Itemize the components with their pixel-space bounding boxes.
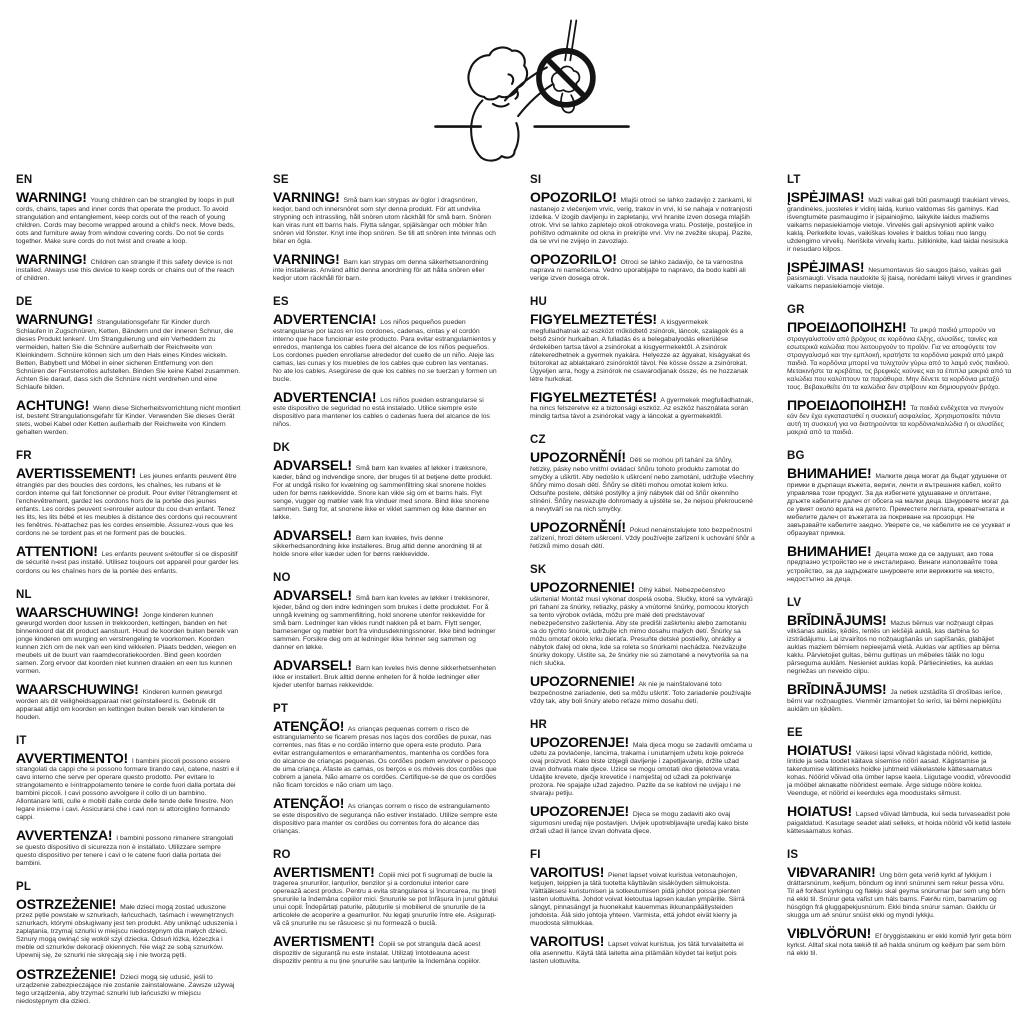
warning-heading: VARNING! bbox=[273, 189, 340, 205]
warning-heading: OPOZORILO! bbox=[530, 189, 617, 205]
warning-paragraph bbox=[530, 449, 755, 514]
language-code: GR bbox=[787, 304, 805, 317]
language-code: SE bbox=[273, 174, 289, 186]
language-block-DK bbox=[273, 442, 498, 559]
language-block-EE bbox=[787, 727, 1012, 836]
language-block-FR bbox=[16, 450, 241, 575]
language-code: SK bbox=[530, 564, 547, 577]
warning-heading: HOIATUS! bbox=[787, 803, 853, 820]
language-block-NO bbox=[273, 572, 498, 689]
warning-heading: VAROITUS! bbox=[530, 863, 605, 880]
warning-paragraph bbox=[530, 519, 755, 552]
warning-heading: WARNUNG! bbox=[16, 311, 93, 328]
warning-heading: OSTRZEŻENIE! bbox=[16, 895, 117, 912]
warning-text: Dzieci mogą się udusić, jeśli to urządzenie zabezpieczające nie zostanie zainstalowane. Zawsze używaj tego urządzenia, aby trzymać sznurki lub łańcuszki w miejscu niedostępnym dla dzieci. bbox=[16, 973, 235, 1006]
warning-heading: WAARSCHUWING! bbox=[16, 603, 139, 620]
warning-text: Strangulationsgefahr für Kinder durch Schlaufen in Zugschnüren, Ketten, Bändern und der inneren Schnur, die dieses Produkt lenken!. Um Strangulierung und ein Verheddern zu vermeiden, halten Sie die Schnüre außerhalb der Reichweite von Kleinkindern. Schnüre können sich um den Hals eines Kindes wickeln. Betten, Babybett und Möbel in einer sicheren Entfernung von den Schnüren der Fensterrollos aufstellen. Binden Sie keine Kabel zusammen. Achten Sie darauf, dass sich die Schnüre nicht verdrehen und eine Schlaufe bilden. bbox=[16, 319, 241, 391]
warning-paragraph bbox=[787, 864, 1012, 921]
warning-heading: OPOZORILO! bbox=[530, 250, 617, 267]
warning-heading: AVERTISSEMENT! bbox=[16, 465, 136, 482]
warning-heading: ATENÇÃO! bbox=[273, 717, 345, 734]
column-2 bbox=[273, 174, 498, 1019]
warning-text: Lapsed võivad lämbuda, kui seda turvaseadist pole paigaldatud. Kasutage seadet alati selleks, et hoida nöörid või ketid lastele kättesaamatus kohas. bbox=[787, 811, 1012, 835]
warning-text: Małe dzieci mogą zostać uduszone przez pętle powstałe w sznurkach, łańcuchach, taśmach i wewnętrznych sznurkach, którymi obsługiwany jest ten produkt. Aby uniknąć uduszenia i zaplątania, trzymaj sznurki w miejscu niedostępnym dla małych dzieci. Sznury mogą owinąć się wokół szyi dziecka. Odsuń łóżka, łóżeczka i meble od sznurków dekoracji okiennych. Nie wiąż ze sobą sznurków. Upewnij się, że sznurki nie skręcają się i nie tworzą pętli. bbox=[16, 903, 238, 960]
warning-heading: BRĪDINĀJUMS! bbox=[787, 611, 887, 628]
language-block-FI bbox=[530, 849, 755, 966]
language-code: ES bbox=[273, 296, 289, 309]
warning-heading: ADVARSEL! bbox=[273, 526, 352, 543]
warning-text: Djeca se mogu zadaviti ako ovaj sigurnosni uređaj nije postavljen. Uvijek upotrebljavajte uređaj kako biste držali užad ili lance izvan dohvata djece. bbox=[530, 811, 749, 835]
warning-paragraph bbox=[787, 397, 1012, 438]
warning-text: Kinderen kunnen gewurgd worden als dit veiligheidsapparaat niet geïnstalleerd is. Gebruik dit apparaat altijd om koorden en kettingen buiten bereik van kinderen te houden. bbox=[16, 689, 225, 721]
warning-text: Barn kan strypas om denna säkerhetsanordning inte installeras. Använd alltid denna anordning för att hålla snören eller kedjor utom räckhåll för barn. bbox=[273, 258, 489, 283]
warning-paragraph bbox=[273, 251, 498, 284]
warning-heading: OSTRZEŻENIE! bbox=[16, 965, 117, 982]
warning-heading: ĮSPĖJIMAS! bbox=[787, 258, 865, 275]
warning-text: Los niños pequeños pueden estrangularse por lazos en los cordones, cadenas, cintas y el cordón interno que hace funcionar este producto. Para evitar estrangulamientos y enredos, mantenga los cables fuera del alcance de los niños pequeños. Los cordones pueden enrollarse alrededor del cuello de un niño. Aleje las camas, las cunas y los muebles de los cables que cubren las ventanas. No ate los cables. Asegúrese de que los cables no se tuerzan y formen un bucle. bbox=[273, 319, 497, 383]
warning-text: Maži vaikai gali būti pasmaugti traukiant virves, grandinėles, juosteles ir vidinį laidą, kuriuo valdomas šis gaminys. Kad išvengtumėte pasmaugimo ir įsipainiojimo, laikykite laidus mažiems vaikams nepasiekiamoje vietoje. Virvelės gali apsivynioti aplink vaiko kaklą. Perkelkite lovas, vaikiškas loveles ir baldus toliau nuo langų uždengimo virvelių. Neriškite virvelių kartu. Įsitikinkite, kad laidai nesisuka ir nesudaro kilpos. bbox=[787, 197, 1010, 253]
warning-paragraph bbox=[273, 718, 498, 791]
warning-text: Dlhý kábel. Nebezpečenstvo uškrtenia! Montáž musí vykonať dospelá osoba. Slučky, ktoré sa vytvárajú pri ťahaní za šnúrky, retiazky, pásky a vnútorné šnúrky, pomocou ktorých sa tento výrobok ovláda, môžu pre malé deti predstavovať nebezpečenstvo zaškrtenia. Aby ste predišli zaškrteniu alebo zamotaniu sa do týchto šnúrok, udržujte ich mimo dosahu malých detí. Šnúrky sa môžu omotať okolo krku dieťaťa. Presuňte detské postieľky, ohrádky a nábytok ďalej od okna, kde sa roleta so šnúrkami nachádza. Nezväzujte šnúrky dokopy. Uistite sa, že šnúrky nie sú zamotané a nevytvorila sa na nich slučka. bbox=[530, 587, 753, 668]
language-block-LV bbox=[787, 597, 1012, 714]
language-block-IT bbox=[16, 735, 241, 868]
language-code: PL bbox=[16, 880, 32, 893]
warning-paragraph bbox=[530, 311, 755, 384]
language-code: HU bbox=[530, 296, 548, 309]
warning-text: Väikesi lapsi võivad kägistada nöörid, kettide, lintide ja seda toodet käitava sisemise nööri aasad. Kägistamise ja takerdumise vältimiseks hoidke juhtmeid väikelastele kättesaamatus kohas. Nöörid võivad olla ümber lapse kaela. Liigutage voodid, võrevoodid ja mööbel aknakatte nööridest eemale. Ärge siduge nööre kokku. Veenduge, et nöörid ei keerduks ega moodustaks silmust. bbox=[787, 749, 1011, 798]
warning-text: Малките деца могат да бъдат удушени от примки в дърпащи въжета, вериги, ленти и вътрешния кабел, който управлява този продукт. За да избегнете удушаване и оплитане, дръжте кабелите далеч от обсега на малки деца. Шнуровете могат да се увият около врата на детето. Преместете леглата, креватчетата и мебелите далеч от въжетата за покриване на прозорци. Не завързвайте кабелите заедно. Уверете се, че кабелите не се усукват и образуват примка. bbox=[787, 473, 1011, 537]
warning-text: Les enfants peuvent s›étouffer si ce dispositif de sécurité n›est pas installé. Utilisez toujours cet appareil pour garder les cordons ou les chaînes hors de la portée des enfants. bbox=[16, 550, 239, 575]
language-code: NO bbox=[273, 572, 291, 585]
warning-text: Pienet lapset voivat kuristua vetonauhojen, ketjujen, teippien ja tätä tuotetta käyttävän sisäköyden silmukoista. Välttääksesi kuristumisen ja sotkeutumisen pidä johdot poissa pienten lasten ulottuvilta. Johdot voivat kietoutua lapsen kaulan ympärille. Siirrä sängyt, pinnasängyt ja huonekalut kauemmas ikkunanpäällysteiden johdoista. Älä sido johtoja yhteen. Varmista, että johdot eivät kierry ja muodosta silmukkaa. bbox=[530, 871, 745, 928]
language-code: DK bbox=[273, 442, 291, 455]
warning-paragraph bbox=[273, 527, 498, 560]
warning-paragraph bbox=[530, 734, 755, 799]
warning-text: Ak nie je nainštalované toto bezpečnostné zariadenie, deti sa môžu uškrtiť. Toto zariadenie používajte vždy tak, aby boli šnúry alebo reťaze mimo dosahu detí. bbox=[530, 681, 752, 705]
warning-heading: ADVERTENCIA! bbox=[273, 388, 377, 405]
warning-heading: UPOZORNĚNÍ! bbox=[530, 449, 626, 466]
warning-heading: ATENÇÃO! bbox=[273, 795, 345, 812]
warning-text: I bambini piccoli possono essere strangolati da cappi che si possono formare tirando cavi, catene, nastri e il cavo interno che serve per operare questo prodotto. Per evitare lo strangolamento e l›intrappolamento tenere le corde fuori dalla portata dei bambini piccoli. I cavi possono avvolgere il collo di un bambino. Allontanare letti, culle e mobili dalle corde delle tende delle finestre. Non legare insieme i cavi. Assicurarsi che i cavi non si attorciglino formando cappi. bbox=[16, 757, 240, 822]
language-block-HR bbox=[530, 719, 755, 836]
language-code: CZ bbox=[530, 434, 546, 447]
warning-paragraph bbox=[16, 750, 241, 823]
warning-paragraph bbox=[273, 587, 498, 652]
warning-text: Jonge kinderen kunnen gewurgd worden door lussen in trekkoorden, kettingen, banden en het binnenkoord dat dit product aanstuurt. Houd de koorden buiten bereik van jonge kinderen om wurging en verstrengeling te voorkomen. Koorden kunnen zich om de nek van een kind wikkelen. Plaats bedden, wiegen en meubels uit de buurt van raamdecoratiekoorden. Bind geen koorden samen. Zorg ervoor dat koorden niet kunnen draaien en een lus kunnen vormen. bbox=[16, 611, 239, 676]
warning-text: Τα μικρά παιδιά μπορούν να στραγγαλιστούν από βρόχους σε κορδόνια έλξης, αλυσίδες, ταινίες και εσωτερικά καλώδια που λειτουργούν το προϊόν. Για να αποφύγετε τον στραγγαλισμό και την εμπλοκή, κρατήστε τα κορδόνια μακριά από μικρά παιδιά. Τα κορδόνια μπορεί να τυλιχτούν γύρω από το λαιμό ενός παιδιού. Μετακινήστε τα κρεβάτια, τις βρεφικές κούνιες και τα έπιπλα μακριά από τα καλώδια που καλύπτουν τα παράθυρα. Μην δένετε τα κορδόνια μεταξύ τους. Βεβαιωθείτε ότι τα καλώδια δεν στρίβουν και δημιουργούν βρόχο. bbox=[787, 327, 1012, 391]
warning-heading: ĮSPĖJIMAS! bbox=[787, 189, 865, 205]
warning-text: Mala djeca mogu se zadaviti omčama u užetu za povlačenje, lancima, trakama i unutarnjem užetu koje pokreće ovaj proizvod. Kako biste izbjegli davljenje i zapetljavanje, držite užad izvan dohvata male djece. Uzice se mogu omotati oko djetetova vrata. Udaljite krevete, dječje krevetiće i namještaj od užadi za pokrivanje prozora. Ne spajajte užad zajedno. Pazite da se kablovi ne uvijaju i ne stvaraju petlju. bbox=[530, 741, 753, 798]
warning-heading: UPOZORENJE! bbox=[530, 803, 629, 820]
warning-heading: AVERTISMENT! bbox=[273, 933, 375, 950]
language-block-HU bbox=[530, 296, 755, 421]
warning-paragraph bbox=[787, 612, 1012, 677]
warning-text: Children can strangle if this safety device is not installed. Always use this device to keep cords or chains out of the reach of children. bbox=[16, 258, 234, 283]
language-code: LT bbox=[787, 174, 801, 186]
warning-paragraph bbox=[787, 925, 1012, 958]
language-code: SI bbox=[530, 174, 542, 186]
column-3 bbox=[530, 174, 755, 1019]
language-block-GR bbox=[787, 304, 1012, 437]
warning-paragraph bbox=[530, 803, 755, 836]
warning-text: Copiii mici pot fi sugrumați de bucle la tragerea șnururilor, lanțurilor, benzilor și a cordonului interior care operează acest produs. Pentru a evita strangularea și încurcarea, nu țineți șnururile la îndemâna copiilor mici. Șnururile se pot înfășura în jurul gâtului unui copil. Îndepărtați paturile, pătuțurile și mobilierul de șnururile de la articolele de acoperire a geamurilor. Nu legați șnururile între ele. Asigurați-vă că șnururile nu se răsucesc și nu formează o buclă. bbox=[273, 871, 498, 928]
warning-paragraph bbox=[787, 259, 1012, 292]
warning-paragraph bbox=[273, 657, 498, 690]
warning-paragraph bbox=[530, 864, 755, 929]
warning-heading: UPOZORNENIE! bbox=[530, 673, 635, 690]
warning-heading: ΠΡΟΕΙΔΟΠΟΙΗΣΗ! bbox=[787, 319, 907, 336]
warning-heading: WARNING! bbox=[16, 189, 87, 205]
warning-text: Wenn diese Sicherheitsvorrichtung nicht montiert ist, besteht Strangulationsgefahr für Kinder. Verwenden Sie dieses Gerät stets, wobei Kabel oder Ketten außerhalb der Reichweite von Kindern gehalten werden. bbox=[16, 404, 241, 437]
warning-heading: VIÐLVÖRUN! bbox=[787, 925, 872, 942]
warning-text: Los niños pueden estrangularse si este dispositivo de seguridad no está instalado. Utilice siempre este dispositivo para mantener los cables o cadenas fuera del alcance de los niños. bbox=[273, 396, 490, 429]
language-code: EE bbox=[787, 726, 803, 739]
language-block-PL bbox=[16, 881, 241, 1006]
warning-heading: AVERTISMENT! bbox=[273, 863, 375, 880]
warning-paragraph bbox=[16, 896, 241, 961]
language-block-RO bbox=[273, 849, 498, 966]
warning-text: Otroci se lahko zadavijo, če ta varnostna naprava ni nameščena. Vedno uporabljajte to napravo, da bodo kabli ali verige izven dosega otrok. bbox=[530, 258, 746, 283]
warning-paragraph bbox=[273, 933, 498, 966]
warning-paragraph bbox=[16, 543, 241, 576]
warning-text: Les jeunes enfants peuvent être étranglés par des boucles des cordons, les chaînes, les rubans et le cordon interne qui fait fonctionner ce produit. Pour éviter l'étranglement et l'enchevêtrement, gardez les cordons hors de la portée des jeunes enfants. Les cordes peuvent s›enrouler autour du cou d›un enfant. Tenez les lits, les lits bébé et les meubles à distance des cordons qui recouvrent les fenêtres. N›attachez pas les cordes ensemble. Assurez-vous que les cordons ne se tordent pas et ne forment pas de boucles. bbox=[16, 473, 238, 537]
language-code: NL bbox=[16, 588, 32, 601]
warning-paragraph bbox=[273, 864, 498, 929]
language-code: BG bbox=[787, 450, 805, 463]
language-block-SE bbox=[273, 174, 498, 283]
warning-heading: ACHTUNG! bbox=[16, 396, 90, 413]
warning-text: Децата може да се задушат, ако това предпазно устройство не е инсталирано. Винаги използвайте това устройство, за да задържате шнуровете или верижките на място, недостъпно за деца. bbox=[787, 550, 998, 583]
warning-paragraph bbox=[787, 319, 1012, 392]
warning-heading: AVVERTIMENTO! bbox=[16, 749, 128, 766]
language-block-IS bbox=[787, 849, 1012, 958]
warning-paragraph bbox=[273, 795, 498, 836]
warning-text: Děti se mohou při tahání za šňůry, řetízky, pásky nebo vnitřní ovládací šňůru tohoto produktu zamotat do smyčky a uškrtit. Aby nedošlo k uškrcení nebo zamotání, udržujte všechny šňůry mimo dosah dětí. Šňůry se dítěti mohou omotat kolem krku. Odsuňte postele, dětské postýlky a jiný nábytek dál od šňůr okenního stínění. Šňůry nesvazujte dohromady a ujistěte se, že nejsou překroucené a nevytváří se na nich smyčky. bbox=[530, 457, 754, 513]
warning-text: Børn kan kvæles, hvis denne sikkerhedsanordning ikke installeres. Brug altid denne anordning til at holde snore eller kæder uden for børns rækkevidde. bbox=[273, 534, 482, 559]
language-code: EN bbox=[16, 174, 33, 186]
language-block-CZ bbox=[530, 434, 755, 551]
warning-text: Ef öryggistækinu er ekki komið fyrir geta börn kyrkst. Alltaf skal nota tækið til að halda snúrum og keðjum þar sem börn ná ekki til. bbox=[787, 933, 1012, 957]
warning-paragraph bbox=[530, 389, 755, 422]
language-block-SK bbox=[530, 564, 755, 705]
warning-paragraph bbox=[787, 681, 1012, 714]
warning-text: A kisgyermekek megfulladhatnak az eszközt működtető zsinórok, láncok, szalagok és a belső zsinór hurkaiban. A fulladás és a belegabalyodás elkerülése érdekében tartsa távol a zsinórokat a kisgyermekektől. A zsinórok rátekeredhetnek a gyermek nyakára. Helyezze az ágyakat, kiságyakat és bútorokat az ablaktakaró zsinóroktól távol. Ne kösse össze a zsinórokat. Ügyeljen arra, hogy a zsinórok ne csavarodjanak össze, és ne hozzanak létre hurkokat. bbox=[530, 319, 751, 383]
warning-text: Ung börn geta verið kyrkt af lykkjum í dráttarsnúrum, keðjum, böndum og innri snúrunni sem rekur þessa vöru. Til að forðast kyrkingu og flækju skal geyma snúrurnar þar sem ung börn ná ekki til. Snúrur geta vafist um háls barns. Færðu rúm, barnarúm og húsgögn frá gluggaþekjusnúrum. Ekki binda snúrur saman. Gakktu úr skugga um að snúrur snúist ekki og myndi lykkju. bbox=[787, 871, 1006, 920]
warning-heading: ADVARSEL! bbox=[273, 587, 352, 604]
warning-text: As crianças correm o risco de estrangulamento se este dispositivo de segurança não estiver instalado. Utilize sempre este dispositivo para manter os cordões ou correntes fora do alcance das crianças. bbox=[273, 803, 498, 835]
language-code: FI bbox=[530, 848, 541, 861]
warning-paragraph bbox=[16, 604, 241, 677]
warning-heading: ATTENTION! bbox=[16, 542, 98, 559]
warning-heading: WARNING! bbox=[16, 250, 87, 267]
warning-heading: FIGYELMEZTETÉS! bbox=[530, 388, 657, 405]
warning-paragraph bbox=[273, 389, 498, 430]
warning-paragraph bbox=[16, 465, 241, 538]
warning-heading: ВНИМАНИЕ! bbox=[787, 465, 872, 482]
warning-text: Små børn kan kvæles af løkker i træksnore, kæder, bånd og indvendige snore, der bruges til at betjene dette produkt. For at undgå risiko for kvælning og sammenfiltring skal snorene holdes uden for børns rækkevidde. Snore kan vikle sig om et barns hals. Flyt senge, vugger og møbler væk fra vinduer med snore. Bind ikke snorene sammen. Sørg for, at snorene ikke er viklet sammen og ikke danner en løkke. bbox=[273, 465, 493, 521]
language-code: RO bbox=[273, 848, 291, 861]
warning-heading: VAROITUS! bbox=[530, 933, 605, 950]
warning-text: Copiii se pot strangula dacă acest dispozitiv de siguranță nu este instalat. Utilizați întotdeauna acest dispozitiv pentru a nu ține șnururile sau lanțurile la îndemâna copiilor. bbox=[273, 941, 481, 965]
warning-text: Små barn kan kveles av løkker i trekksnorer, kjeder, bånd og den indre ledningen som brukes i dette produktet. For å unngå kvelning og sammenfiltring, hold snorene utenfor rekkevidde for små barn. Ledninger kan vikles rundt nakken på et barn. Flytt senger, barnesenger og møbler bort fra vindusdekningssnorer. Ikke bind ledninger sammen. Forsikre deg om at ledninger ikke tvinner seg sammen og danner en løkke. bbox=[273, 595, 496, 652]
warning-text: Mlajši otroci se lahko zadavijo z zankami, ki nastanejo z vlečenjem vrvic, verig, trakov in vrvi, ki se nahaja v notranjosti izdelka. V izogib davljenju in zapletanju, vrvi hranite izven dosega mlajših otrok. Vrvi se lahko zapletejo okoli otrokovega vratu. Postelje, posteljice in pohištvo odmaknite od okna in prekrijte vrvi. Vrv ne zvežite skupaj. Pazite, da se vrvi ne zvijejo in zavozlajo. bbox=[530, 197, 753, 245]
warning-text: Nesumontavus šio saugos įtaiso, vaikas gali pasismaugti. Visada naudokite šį įtaisą, norėdami laikyti virves ir grandines vaikams nepasiekiamoje vietoje. bbox=[787, 266, 1012, 291]
warning-paragraph bbox=[787, 189, 1012, 254]
column-1 bbox=[16, 174, 241, 1019]
language-code: IT bbox=[16, 734, 27, 747]
language-block-BG bbox=[787, 450, 1012, 583]
language-code: IS bbox=[787, 848, 799, 861]
language-code: LV bbox=[787, 596, 802, 609]
warning-paragraph bbox=[16, 966, 241, 1007]
warning-text: I bambini possono rimanere strangolati se questo dispositivo di sicurezza non è installato. Utilizzare sempre questo dispositivo per tenere i cavi o le catene fuori dalla portata dei bambini. bbox=[16, 835, 234, 867]
warning-paragraph bbox=[16, 827, 241, 868]
language-code: DE bbox=[16, 296, 33, 309]
warning-paragraph bbox=[16, 251, 241, 284]
warning-heading: ADVARSEL! bbox=[273, 657, 352, 674]
warning-text: Små barn kan strypas av öglor i dragsnören, kedjor, band och innersnöret som styr denna produkt. För att undvika strypning och intrassling, håll snören utom räckhåll för små barn. Snören kan viras runt ett barns hals. Flytta sängar, spjälsängar och möbler från snören vid fönster. Knyt inte ihop snören. Se till att snören inte tvinnas och bilar en ögla. bbox=[273, 197, 496, 245]
warning-paragraph bbox=[273, 311, 498, 384]
warning-heading: VARNING! bbox=[273, 250, 340, 267]
language-block-EN bbox=[16, 174, 241, 283]
warning-heading: ВНИМАНИЕ! bbox=[787, 542, 872, 559]
warning-text: Young children can be strangled by loops in pull cords, chains, tapes and inner cords that operate the product. To avoid strangulation and entanglement, keep cords out of the reach of young children. Cords may become wrapped around a child's neck. Move beds, cots and furniture away from window covering cords. Do not tie cords together. Make sure cords do not twist and create a loop. bbox=[16, 197, 235, 245]
warning-paragraph bbox=[787, 803, 1012, 836]
language-block-DE bbox=[16, 296, 241, 437]
warning-text: Barn kan kveles hvis denne sikkerhetsenheten ikke er installert. Bruk alltid denne enheten for å holde ledninger eller kjeder utenfor barnas rekkevidde. bbox=[273, 665, 496, 689]
column-4 bbox=[787, 174, 1012, 1019]
warning-paragraph bbox=[273, 457, 498, 522]
language-columns bbox=[16, 174, 1012, 1019]
language-code: HR bbox=[530, 718, 548, 731]
warning-heading: ADVARSEL! bbox=[273, 457, 352, 474]
warning-paragraph bbox=[16, 311, 241, 392]
warning-paragraph bbox=[16, 681, 241, 722]
warning-heading: UPOZORNENIE! bbox=[530, 579, 635, 596]
warning-text: Pokud nenainstalujete toto bezpečnostní zařízení, hrozí dětem uškrcení. Vždy používejte zařízení k uchování šňůr a řetízků mimo dosah dětí. bbox=[530, 526, 755, 551]
warning-heading: UPOZORENJE! bbox=[530, 733, 629, 750]
warning-paragraph bbox=[530, 189, 755, 246]
warning-heading: AVVERTENZA! bbox=[16, 827, 113, 844]
warning-heading: ΠΡΟΕΙΔΟΠΟΙΗΣΗ! bbox=[787, 396, 907, 413]
warning-heading: UPOZORNĚNÍ! bbox=[530, 518, 626, 535]
warning-heading: WAARSCHUWING! bbox=[16, 681, 139, 698]
warning-paragraph bbox=[16, 397, 241, 438]
warning-heading: FIGYELMEZTETÉS! bbox=[530, 311, 657, 328]
warning-paragraph bbox=[787, 742, 1012, 799]
language-block-SI bbox=[530, 174, 755, 283]
warning-text: Τα παιδιά ενδέχεται να πνιγούν εάν δεν έχει εγκατασταθεί η συσκευή ασφαλείας. Χρησιμοποιείτε πάντα αυτή τη συσκευή για να διατηρούνται τα κορδόνια/καλώδια ή οι αλυσίδες μακριά από τα παιδιά. bbox=[787, 404, 1004, 437]
language-code: PT bbox=[273, 702, 289, 715]
warning-paragraph bbox=[273, 189, 498, 246]
warning-paragraph bbox=[530, 933, 755, 966]
language-block-LT bbox=[787, 174, 1012, 291]
warning-paragraph bbox=[530, 251, 755, 284]
warning-paragraph bbox=[530, 673, 755, 706]
warning-paragraph bbox=[16, 189, 241, 246]
language-block-NL bbox=[16, 589, 241, 722]
warning-paragraph bbox=[530, 579, 755, 668]
warning-heading: HOIATUS! bbox=[787, 741, 853, 758]
warning-heading: VIÐVARANIR! bbox=[787, 863, 876, 880]
warning-heading: BRĪDINĀJUMS! bbox=[787, 681, 887, 698]
warning-text: Lapset voivat kuristua, jos tätä turvalaitetta ei olla asennettu. Käytä tätä laitetta aina pitämään köydet tai ketjut pois lasten ulottuvilta. bbox=[530, 941, 744, 965]
warning-text: A gyermekek megfulladhatnak, ha nincs felszerelve ez a biztonsági eszköz. Az eszköz használata során mindig tartsa távol a zsinórokat vagy a láncokat a gyermekektől. bbox=[530, 396, 754, 421]
warning-text: As crianças pequenas correm o risco de estrangulamento se ficarem presas nos laços dos cordões de puxar, nas correntes, nas fitas e no cordão interno que opera este produto. Para evitar estrangulamentos e emaranhamentos, mantenha os cordões fora do alcance de crianças pequenas. Os cordões podem envolver o pescoço de uma criança. Afaste as camas, os berços e os móveis dos cordões que cobrem a janela. Não amarre os cordões. Certifique-se de que os cordões não ficam torcidos e não criam um laço. bbox=[273, 725, 497, 790]
warning-paragraph bbox=[787, 543, 1012, 584]
language-block-ES bbox=[273, 296, 498, 429]
language-block-PT bbox=[273, 703, 498, 836]
warning-text: Ja netiek uzstādīta šī drošības ierīce, bērni var nožņaugties. Vienmēr izmantojiet šo ierīci, lai bērni nepiekļūtu auklām un ķēdēm. bbox=[787, 689, 1003, 713]
child-reaching-for-cord-prohibition-illustration bbox=[432, 14, 632, 166]
warning-text: Mazus bērnus var nožņaugt cilpas vilkšanas auklās, ķēdēs, lentēs un iekšējā auklā, kas darbina šo izstrādājumu. Lai izvairītos no nožņaugšanās un sapīšanās, glabājiet auklas maziem bērniem nepieejamā vietā. Auklas var aptīties ap bērna kaklu. Pārvietojiet gultas, bērnu gultiņas un mēbeles tālāk no logu pārseguma auklām. Nesieniet auklas kopā. Pārliecinieties, ka auklas negriežas un neveido cilpu. bbox=[787, 619, 1000, 676]
warning-paragraph bbox=[787, 465, 1012, 538]
warning-heading: ADVERTENCIA! bbox=[273, 311, 377, 328]
language-code: FR bbox=[16, 450, 32, 463]
